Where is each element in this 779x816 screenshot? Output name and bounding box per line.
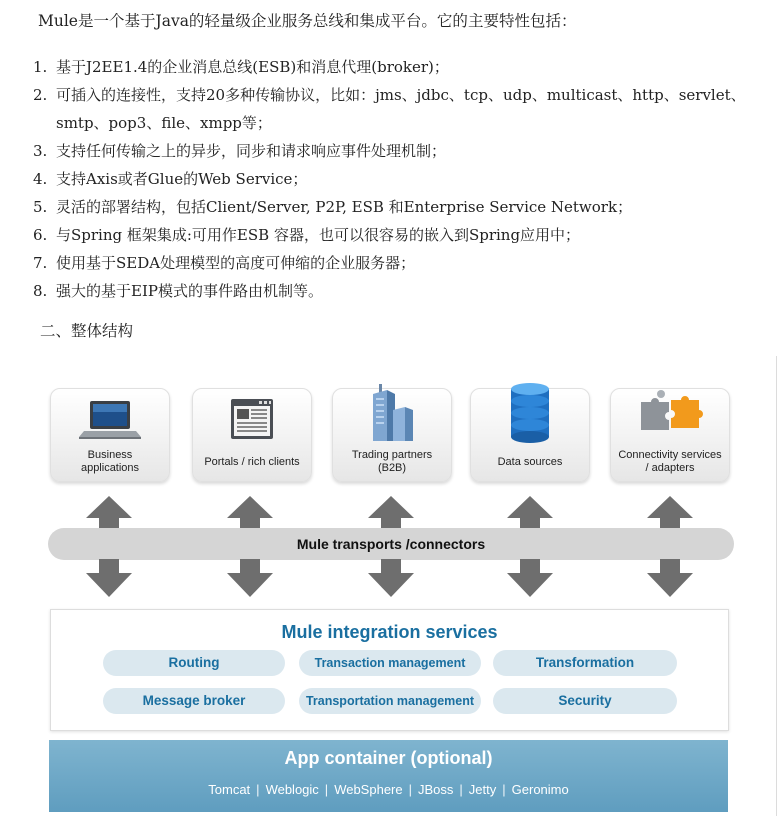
item-number: 1.	[33, 58, 48, 76]
tile-label: Portals / rich clients	[204, 456, 300, 468]
arrow-down-icon	[505, 559, 555, 597]
transport-bus: Mule transports /connectors	[48, 528, 734, 560]
list-item	[0, 221, 779, 249]
item-number: 4.	[33, 170, 48, 188]
item-text: 可插入的连接性，支持20多种传输协议，比如：jms、jdbc、tcp、udp、multicast、http、servlet、	[56, 86, 746, 104]
tile-business-applications	[50, 388, 170, 482]
item-number: 5.	[33, 198, 48, 216]
arrow-down-icon	[645, 559, 695, 597]
architecture-diagram	[36, 356, 779, 816]
tile-connectivity-services	[610, 388, 730, 482]
server-name: Jetty	[468, 782, 497, 797]
item-text: 基于J2EE1.4的企业消息总线(ESB)和消息代理(broker)；	[56, 58, 449, 76]
service-security: Security	[493, 688, 677, 714]
list-item	[0, 277, 779, 305]
arrow-down-icon	[84, 559, 134, 597]
server-list: Tomcat | Weblogic | WebSphere | JBoss | Jetty | Geronimo	[208, 782, 569, 797]
divider	[776, 356, 777, 816]
database-icon	[471, 379, 589, 443]
arrow-up-icon	[645, 496, 695, 530]
tile-label: Trading partners (B2B)	[351, 449, 433, 474]
tile-label: Business applications	[80, 449, 140, 474]
arrow-up-icon	[366, 496, 416, 530]
service-message-broker: Message broker	[103, 688, 285, 714]
list-item	[0, 249, 779, 277]
list-item	[0, 193, 779, 221]
item-text: 使用基于SEDA处理模型的高度可伸缩的企业服务器；	[56, 254, 416, 272]
item-text: 支持任何传输之上的异步，同步和请求响应事件处理机制；	[56, 142, 447, 160]
server-name: Geronimo	[511, 782, 569, 797]
section-title: 二、整体结构	[40, 322, 134, 340]
puzzle-icon	[611, 381, 729, 443]
arrow-down-icon	[225, 559, 275, 597]
laptop-icon	[51, 395, 169, 447]
arrow-up-icon	[84, 496, 134, 530]
list-item	[0, 165, 779, 193]
service-transformation: Transformation	[493, 650, 677, 676]
tile-label: Connectivity services / adapters	[618, 449, 722, 474]
integration-services-panel	[50, 609, 729, 731]
list-item	[0, 137, 779, 165]
service-routing: Routing	[103, 650, 285, 676]
list-item	[0, 53, 779, 81]
server-name: Tomcat	[208, 782, 251, 797]
tile-data-sources	[470, 388, 590, 482]
item-text: 强大的基于EIP模式的事件路由机制等。	[56, 282, 323, 300]
server-name: JBoss	[418, 782, 454, 797]
item-number: 7.	[33, 254, 48, 272]
arrow-up-icon	[225, 496, 275, 530]
arrow-down-icon	[366, 559, 416, 597]
item-text: 灵活的部署结构，包括Client/Server, P2P, ESB 和Enterprise Service Network；	[56, 198, 633, 216]
arrow-up-icon	[505, 496, 555, 530]
browser-window-icon	[193, 395, 311, 447]
feature-list	[0, 53, 779, 305]
container-title: App container (optional)	[284, 748, 493, 768]
server-name: WebSphere	[334, 782, 403, 797]
item-number: 6.	[33, 226, 48, 244]
item-number: 2.	[33, 86, 48, 104]
list-item	[0, 81, 779, 137]
item-text: 与Spring 框架集成:可用作ESB 容器，也可以很容易的嵌入到Spring应用中；	[56, 226, 581, 244]
buildings-icon	[333, 371, 451, 441]
tile-portals	[192, 388, 312, 482]
item-text-continued: smtp、pop3、file、xmpp等；	[56, 114, 272, 132]
integration-title: Mule integration services	[281, 622, 498, 642]
app-container	[49, 740, 728, 812]
service-transaction-management: Transaction management	[299, 650, 481, 676]
item-number: 8.	[33, 282, 48, 300]
service-transportation-management: Transportation management	[299, 688, 481, 714]
intro-text: Mule是一个基于Java的轻量级企业服务总线和集成平台。它的主要特性包括：	[38, 12, 577, 30]
server-name: Weblogic	[265, 782, 319, 797]
tile-label: Data sources	[497, 456, 563, 468]
item-text: 支持Axis或者Glue的Web Service；	[56, 170, 308, 188]
item-number: 3.	[33, 142, 48, 160]
tile-trading-partners	[332, 388, 452, 482]
